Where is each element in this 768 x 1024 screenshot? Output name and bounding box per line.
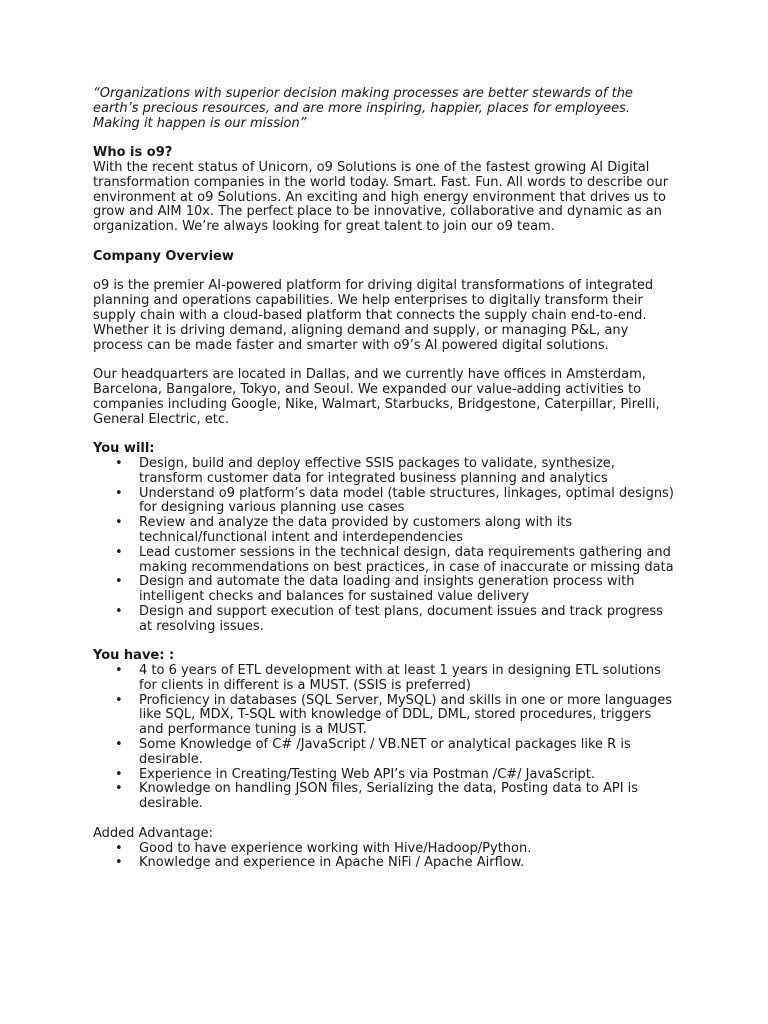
spacer bbox=[93, 265, 678, 280]
bullet-icon: • bbox=[115, 781, 123, 797]
list-item-text: Understand o9 platform’s data model (table structures, linkages, optimal designs) for designing various planning use cases bbox=[139, 485, 674, 516]
bullet-icon: • bbox=[115, 603, 123, 619]
overview-heading: Company Overview bbox=[93, 248, 234, 264]
bullet-icon: • bbox=[115, 692, 123, 708]
advantage-section bbox=[93, 827, 678, 871]
list-item bbox=[93, 768, 678, 783]
you-have-list bbox=[93, 664, 678, 812]
list-item bbox=[93, 842, 678, 857]
advantage-heading: Added Advantage: bbox=[93, 825, 214, 841]
bullet-icon: • bbox=[115, 737, 123, 753]
list-item bbox=[93, 516, 678, 546]
list-item-text: Good to have experience working with Hive/Hadoop/Python. bbox=[139, 840, 532, 856]
who-body: With the recent status of Unicorn, o9 Solutions is one of the fastest growing AI Digital transformation companies in the world today. Smart. Fast. Fun. All words to describe our environment at o9 Solutions. An exciting and high energy environment that drives us to grow and AIM 10x. The perfect place to be innovative, collaborative and dynamic as an organization. We’re always looking for great talent to join our o9 team. bbox=[93, 159, 669, 235]
list-item-text: Design and automate the data loading and insights generation process with intelligent checks and balances for sustained value delivery bbox=[139, 574, 635, 605]
list-item-text: 4 to 6 years of ETL development with at least 1 years in designing ETL solutions for clients in different is a MUST. (SSIS is preferred) bbox=[139, 663, 661, 693]
bullet-icon: • bbox=[115, 840, 123, 856]
you-have-heading: You have: : bbox=[93, 648, 175, 664]
list-item bbox=[93, 546, 678, 576]
bullet-icon: • bbox=[115, 485, 123, 501]
bullet-icon: • bbox=[115, 766, 123, 782]
list-item-text: Design and support execution of test plans, document issues and track progress at resolving issues. bbox=[139, 603, 663, 634]
bullet-icon: • bbox=[115, 574, 123, 590]
you-will-list bbox=[93, 457, 678, 635]
who-section bbox=[93, 146, 678, 235]
spacer bbox=[93, 235, 678, 250]
overview-section bbox=[93, 250, 678, 428]
spacer bbox=[93, 427, 678, 442]
who-heading: Who is o9? bbox=[93, 145, 173, 161]
bullet-icon: • bbox=[115, 855, 123, 871]
list-item bbox=[93, 605, 678, 635]
spacer bbox=[93, 812, 678, 827]
list-item bbox=[93, 664, 678, 694]
list-item-text: Experience in Creating/Testing Web API’s via Postman /C#/ JavaScript. bbox=[139, 766, 595, 782]
spacer bbox=[93, 131, 678, 146]
advantage-list bbox=[93, 842, 678, 872]
list-item-text: Some Knowledge of C# /JavaScript / VB.NET or analytical packages like R is desirable. bbox=[139, 737, 631, 767]
list-item bbox=[93, 782, 678, 812]
spacer bbox=[93, 634, 678, 649]
bullet-icon: • bbox=[115, 544, 123, 560]
list-item bbox=[93, 487, 678, 517]
list-item bbox=[93, 738, 678, 768]
spacer bbox=[93, 353, 678, 368]
you-will-heading: You will: bbox=[93, 441, 155, 457]
list-item-text: Proficiency in databases (SQL Server, MySQL) and skills in one or more languages like SQL, MDX, T-SQL with knowledge of DDL, DML, stored procedures, triggers and performance tuning is a MUST. bbox=[139, 692, 673, 738]
bullet-icon: • bbox=[115, 515, 123, 531]
list-item-text: Review and analyze the data provided by customers along with its technical/functional intent and interdependencies bbox=[139, 515, 573, 545]
overview-paragraph: o9 is the premier AI-powered platform for driving digital transformations of integrated planning and operations capabilities. We help enterprises to digitally transform their supply chain with a cloud-based platform that connects the supply chain end-to-end. Whether it is driving demand, aligning demand and supply, or managing P&L, any process can be made faster and smarter with o9’s AI powered digital solutions. bbox=[93, 278, 654, 353]
overview-paragraph: Our headquarters are located in Dallas, and we currently have offices in Amsterdam, Barcelona, Bangalore, Tokyo, and Seoul. We expanded our value-adding activities to companies including Google, Nike, Walmart, Starbucks, Bridgestone, Caterpillar, Pirelli, General Electric, etc. bbox=[93, 367, 660, 427]
list-item bbox=[93, 457, 678, 487]
list-item bbox=[93, 694, 678, 738]
bullet-icon: • bbox=[115, 455, 123, 471]
list-item-text: Knowledge and experience in Apache NiFi / Apache Airflow. bbox=[139, 855, 525, 871]
mission-quote: “Organizations with superior decision making processes are better stewards of the earth’s precious resources, and are more inspiring, happier, places for employees. Making it happen is our mission” bbox=[93, 86, 633, 131]
you-have-section bbox=[93, 649, 678, 812]
list-item bbox=[93, 856, 678, 871]
bullet-icon: • bbox=[115, 663, 123, 679]
list-item-text: Lead customer sessions in the technical design, data requirements gathering and making recommendations on best practices, in case of inaccurate or missing data bbox=[139, 544, 674, 575]
list-item-text: Knowledge on handling JSON files, Serializing the data, Posting data to API is desirable. bbox=[139, 781, 639, 812]
you-will-section bbox=[93, 442, 678, 634]
list-item-text: Design, build and deploy effective SSIS packages to validate, synthesize, transform customer data for integrated business planning and analytics bbox=[139, 455, 615, 486]
list-item bbox=[93, 575, 678, 605]
